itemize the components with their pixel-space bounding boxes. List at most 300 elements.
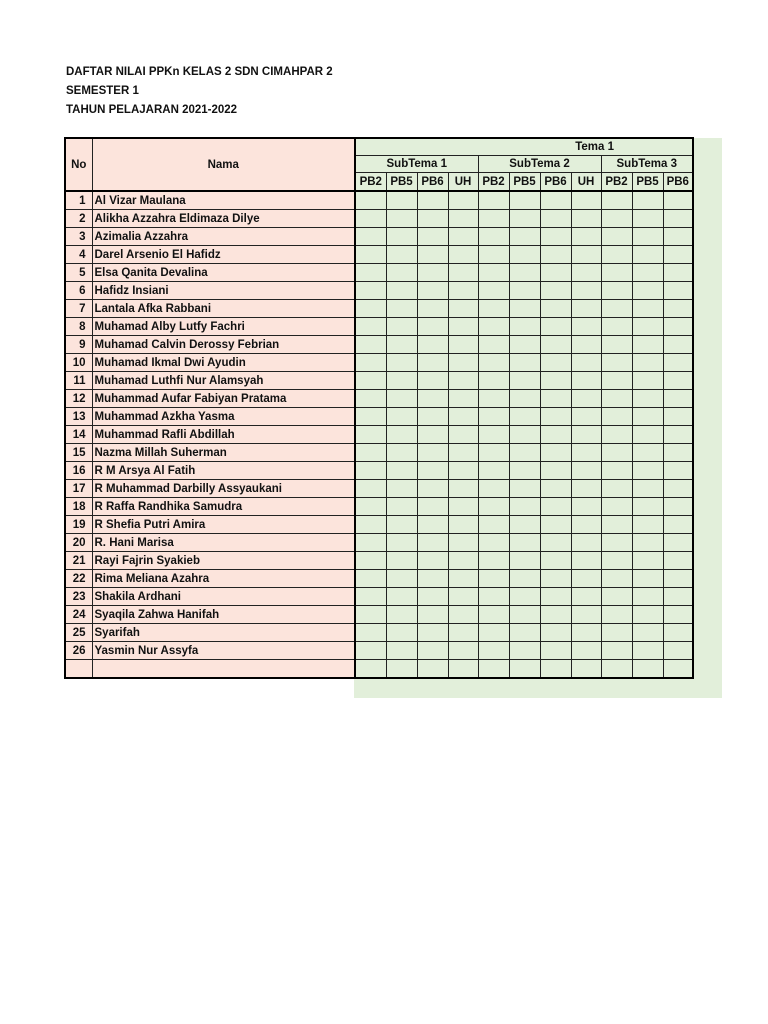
score-cell[interactable] bbox=[663, 534, 693, 552]
score-cell[interactable] bbox=[663, 516, 693, 534]
score-cell[interactable] bbox=[663, 318, 693, 336]
score-cell[interactable] bbox=[540, 516, 571, 534]
score-cell[interactable] bbox=[509, 462, 540, 480]
score-cell[interactable] bbox=[540, 570, 571, 588]
score-cell[interactable] bbox=[386, 462, 417, 480]
score-cell[interactable] bbox=[571, 516, 601, 534]
score-cell[interactable] bbox=[571, 282, 601, 300]
score-cell[interactable] bbox=[571, 660, 601, 679]
score-cell[interactable] bbox=[478, 264, 509, 282]
score-cell[interactable] bbox=[478, 462, 509, 480]
score-cell[interactable] bbox=[386, 570, 417, 588]
score-cell[interactable] bbox=[663, 444, 693, 462]
score-cell[interactable] bbox=[386, 282, 417, 300]
table-row bbox=[65, 191, 693, 210]
score-cell[interactable] bbox=[355, 408, 386, 426]
score-cell[interactable] bbox=[417, 660, 448, 679]
score-cell[interactable] bbox=[355, 498, 386, 516]
score-cell[interactable] bbox=[355, 606, 386, 624]
score-cell[interactable] bbox=[601, 642, 632, 660]
score-cell[interactable] bbox=[540, 282, 571, 300]
score-cell[interactable] bbox=[509, 534, 540, 552]
score-cell[interactable] bbox=[386, 642, 417, 660]
student-name: Muhamad Calvin Derossy Febrian bbox=[92, 336, 355, 354]
score-cell[interactable] bbox=[417, 624, 448, 642]
score-cell[interactable] bbox=[571, 228, 601, 246]
score-cell[interactable] bbox=[663, 264, 693, 282]
score-cell[interactable] bbox=[601, 426, 632, 444]
score-cell[interactable] bbox=[417, 642, 448, 660]
score-cell[interactable] bbox=[478, 534, 509, 552]
score-cell[interactable] bbox=[571, 336, 601, 354]
score-cell[interactable] bbox=[386, 246, 417, 264]
score-cell[interactable] bbox=[632, 516, 663, 534]
score-cell[interactable] bbox=[417, 480, 448, 498]
score-cell[interactable] bbox=[601, 516, 632, 534]
score-cell[interactable] bbox=[571, 606, 601, 624]
score-cell[interactable] bbox=[571, 534, 601, 552]
score-cell[interactable] bbox=[601, 624, 632, 642]
score-cell[interactable] bbox=[571, 246, 601, 264]
score-cell[interactable] bbox=[355, 570, 386, 588]
score-cell[interactable] bbox=[448, 372, 478, 390]
score-cell[interactable] bbox=[540, 606, 571, 624]
score-cell[interactable] bbox=[601, 246, 632, 264]
score-cell[interactable] bbox=[571, 552, 601, 570]
score-cell[interactable] bbox=[417, 336, 448, 354]
score-cell[interactable] bbox=[386, 516, 417, 534]
score-cell[interactable] bbox=[417, 498, 448, 516]
score-cell[interactable] bbox=[478, 390, 509, 408]
score-cell[interactable] bbox=[509, 390, 540, 408]
score-cell[interactable] bbox=[355, 534, 386, 552]
score-cell[interactable] bbox=[632, 426, 663, 444]
score-cell[interactable] bbox=[355, 210, 386, 228]
score-cell[interactable] bbox=[632, 372, 663, 390]
score-cell[interactable] bbox=[448, 498, 478, 516]
score-cell[interactable] bbox=[386, 210, 417, 228]
score-cell[interactable] bbox=[571, 480, 601, 498]
score-cell[interactable] bbox=[540, 408, 571, 426]
score-cell[interactable] bbox=[663, 228, 693, 246]
score-cell[interactable] bbox=[571, 354, 601, 372]
score-cell[interactable] bbox=[355, 444, 386, 462]
score-cell[interactable] bbox=[509, 426, 540, 444]
score-cell[interactable] bbox=[355, 282, 386, 300]
score-cell[interactable] bbox=[448, 588, 478, 606]
score-cell[interactable] bbox=[386, 588, 417, 606]
score-cell[interactable] bbox=[509, 300, 540, 318]
score-cell[interactable] bbox=[601, 228, 632, 246]
score-cell[interactable] bbox=[386, 354, 417, 372]
score-cell[interactable] bbox=[386, 336, 417, 354]
score-cell[interactable] bbox=[601, 318, 632, 336]
score-cell[interactable] bbox=[632, 264, 663, 282]
score-cell[interactable] bbox=[478, 642, 509, 660]
score-cell[interactable] bbox=[386, 408, 417, 426]
score-cell[interactable] bbox=[601, 282, 632, 300]
score-cell[interactable] bbox=[663, 390, 693, 408]
score-cell[interactable] bbox=[540, 498, 571, 516]
score-cell[interactable] bbox=[663, 300, 693, 318]
score-cell[interactable] bbox=[571, 624, 601, 642]
score-cell[interactable] bbox=[663, 336, 693, 354]
score-cell[interactable] bbox=[571, 318, 601, 336]
score-cell[interactable] bbox=[632, 354, 663, 372]
score-cell[interactable] bbox=[417, 264, 448, 282]
score-cell[interactable] bbox=[601, 336, 632, 354]
score-cell[interactable] bbox=[386, 480, 417, 498]
score-cell[interactable] bbox=[386, 606, 417, 624]
score-cell[interactable] bbox=[386, 426, 417, 444]
score-cell[interactable] bbox=[632, 318, 663, 336]
score-cell[interactable] bbox=[448, 191, 478, 210]
score-cell[interactable] bbox=[663, 282, 693, 300]
score-cell[interactable] bbox=[478, 408, 509, 426]
score-cell[interactable] bbox=[417, 462, 448, 480]
score-cell[interactable] bbox=[601, 660, 632, 679]
score-cell[interactable] bbox=[509, 318, 540, 336]
score-cell[interactable] bbox=[601, 606, 632, 624]
score-cell[interactable] bbox=[478, 426, 509, 444]
score-cell[interactable] bbox=[355, 660, 386, 679]
score-cell[interactable] bbox=[478, 228, 509, 246]
score-cell[interactable] bbox=[540, 624, 571, 642]
score-cell[interactable] bbox=[448, 660, 478, 679]
score-cell[interactable] bbox=[509, 408, 540, 426]
score-cell[interactable] bbox=[355, 552, 386, 570]
score-cell[interactable] bbox=[540, 660, 571, 679]
score-cell[interactable] bbox=[601, 480, 632, 498]
score-cell[interactable] bbox=[663, 210, 693, 228]
score-cell[interactable] bbox=[509, 210, 540, 228]
score-cell[interactable] bbox=[601, 408, 632, 426]
score-cell[interactable] bbox=[540, 444, 571, 462]
score-cell[interactable] bbox=[540, 390, 571, 408]
score-cell[interactable] bbox=[540, 228, 571, 246]
score-cell[interactable] bbox=[417, 228, 448, 246]
score-cell[interactable] bbox=[355, 462, 386, 480]
score-cell[interactable] bbox=[417, 390, 448, 408]
score-cell[interactable] bbox=[448, 462, 478, 480]
score-cell[interactable] bbox=[355, 624, 386, 642]
score-cell[interactable] bbox=[509, 606, 540, 624]
score-cell[interactable] bbox=[571, 191, 601, 210]
score-cell[interactable] bbox=[355, 264, 386, 282]
score-cell[interactable] bbox=[478, 624, 509, 642]
score-cell[interactable] bbox=[663, 642, 693, 660]
score-cell[interactable] bbox=[571, 426, 601, 444]
score-cell[interactable] bbox=[386, 390, 417, 408]
score-cell[interactable] bbox=[632, 462, 663, 480]
score-cell[interactable] bbox=[540, 426, 571, 444]
score-cell[interactable] bbox=[478, 660, 509, 679]
score-cell[interactable] bbox=[478, 606, 509, 624]
score-cell[interactable] bbox=[601, 372, 632, 390]
score-cell[interactable] bbox=[632, 336, 663, 354]
score-cell[interactable] bbox=[571, 372, 601, 390]
score-cell[interactable] bbox=[632, 498, 663, 516]
score-cell[interactable] bbox=[540, 210, 571, 228]
score-cell[interactable] bbox=[448, 570, 478, 588]
score-cell[interactable] bbox=[417, 191, 448, 210]
score-cell[interactable] bbox=[386, 660, 417, 679]
score-cell[interactable] bbox=[540, 264, 571, 282]
score-cell[interactable] bbox=[601, 534, 632, 552]
score-cell[interactable] bbox=[632, 228, 663, 246]
score-cell[interactable] bbox=[571, 444, 601, 462]
score-cell[interactable] bbox=[417, 246, 448, 264]
score-cell[interactable] bbox=[509, 264, 540, 282]
score-cell[interactable] bbox=[540, 300, 571, 318]
score-cell[interactable] bbox=[601, 462, 632, 480]
score-cell[interactable] bbox=[632, 300, 663, 318]
score-cell[interactable] bbox=[355, 372, 386, 390]
score-cell[interactable] bbox=[601, 498, 632, 516]
score-cell[interactable] bbox=[448, 480, 478, 498]
score-cell[interactable] bbox=[663, 588, 693, 606]
score-cell[interactable] bbox=[478, 246, 509, 264]
score-cell[interactable] bbox=[386, 318, 417, 336]
score-cell[interactable] bbox=[509, 282, 540, 300]
score-cell[interactable] bbox=[478, 372, 509, 390]
score-cell[interactable] bbox=[663, 660, 693, 679]
score-cell[interactable] bbox=[601, 570, 632, 588]
score-cell[interactable] bbox=[540, 246, 571, 264]
score-cell[interactable] bbox=[417, 372, 448, 390]
score-cell[interactable] bbox=[632, 606, 663, 624]
score-cell[interactable] bbox=[448, 408, 478, 426]
score-cell[interactable] bbox=[509, 498, 540, 516]
score-cell[interactable] bbox=[601, 300, 632, 318]
score-cell[interactable] bbox=[540, 588, 571, 606]
score-cell[interactable] bbox=[478, 354, 509, 372]
score-cell[interactable] bbox=[540, 480, 571, 498]
score-cell[interactable] bbox=[663, 624, 693, 642]
score-cell[interactable] bbox=[509, 444, 540, 462]
score-cell[interactable] bbox=[478, 516, 509, 534]
score-cell[interactable] bbox=[632, 480, 663, 498]
score-cell[interactable] bbox=[601, 264, 632, 282]
score-cell[interactable] bbox=[601, 588, 632, 606]
score-cell[interactable] bbox=[663, 372, 693, 390]
score-cell[interactable] bbox=[509, 642, 540, 660]
score-cell[interactable] bbox=[448, 606, 478, 624]
score-cell[interactable] bbox=[540, 318, 571, 336]
score-cell[interactable] bbox=[663, 552, 693, 570]
score-cell[interactable] bbox=[448, 534, 478, 552]
score-cell[interactable] bbox=[448, 390, 478, 408]
score-cell[interactable] bbox=[478, 570, 509, 588]
score-cell[interactable] bbox=[571, 210, 601, 228]
score-cell[interactable] bbox=[355, 480, 386, 498]
score-cell[interactable] bbox=[417, 516, 448, 534]
score-cell[interactable] bbox=[417, 282, 448, 300]
score-cell[interactable] bbox=[448, 336, 478, 354]
score-cell[interactable] bbox=[509, 246, 540, 264]
score-cell[interactable] bbox=[355, 426, 386, 444]
score-cell[interactable] bbox=[448, 210, 478, 228]
score-cell[interactable] bbox=[386, 372, 417, 390]
score-cell[interactable] bbox=[509, 588, 540, 606]
score-cell[interactable] bbox=[632, 191, 663, 210]
score-cell[interactable] bbox=[355, 516, 386, 534]
score-cell[interactable] bbox=[540, 191, 571, 210]
score-cell[interactable] bbox=[509, 480, 540, 498]
score-cell[interactable] bbox=[632, 588, 663, 606]
score-cell[interactable] bbox=[478, 480, 509, 498]
score-cell[interactable] bbox=[448, 444, 478, 462]
score-cell[interactable] bbox=[601, 552, 632, 570]
score-cell[interactable] bbox=[571, 462, 601, 480]
score-cell[interactable] bbox=[448, 282, 478, 300]
score-cell[interactable] bbox=[386, 624, 417, 642]
score-cell[interactable] bbox=[632, 246, 663, 264]
score-cell[interactable] bbox=[540, 552, 571, 570]
score-cell[interactable] bbox=[632, 534, 663, 552]
score-cell[interactable] bbox=[417, 210, 448, 228]
score-cell[interactable] bbox=[540, 462, 571, 480]
score-cell[interactable] bbox=[355, 191, 386, 210]
score-cell[interactable] bbox=[632, 624, 663, 642]
score-cell[interactable] bbox=[509, 191, 540, 210]
score-cell[interactable] bbox=[417, 588, 448, 606]
score-cell[interactable] bbox=[601, 191, 632, 210]
score-cell[interactable] bbox=[632, 642, 663, 660]
score-cell[interactable] bbox=[448, 642, 478, 660]
score-cell[interactable] bbox=[632, 570, 663, 588]
score-cell[interactable] bbox=[663, 606, 693, 624]
score-cell[interactable] bbox=[571, 390, 601, 408]
score-cell[interactable] bbox=[355, 588, 386, 606]
score-cell[interactable] bbox=[417, 318, 448, 336]
score-cell[interactable] bbox=[632, 660, 663, 679]
score-cell[interactable] bbox=[386, 444, 417, 462]
score-cell[interactable] bbox=[448, 318, 478, 336]
score-cell[interactable] bbox=[509, 624, 540, 642]
score-cell[interactable] bbox=[355, 300, 386, 318]
score-cell[interactable] bbox=[417, 408, 448, 426]
score-cell[interactable] bbox=[355, 642, 386, 660]
score-cell[interactable] bbox=[355, 390, 386, 408]
student-number: 20 bbox=[65, 534, 92, 552]
score-cell[interactable] bbox=[478, 282, 509, 300]
score-cell[interactable] bbox=[571, 264, 601, 282]
score-cell[interactable] bbox=[448, 516, 478, 534]
score-cell[interactable] bbox=[540, 372, 571, 390]
score-cell[interactable] bbox=[663, 426, 693, 444]
score-cell[interactable] bbox=[663, 191, 693, 210]
score-cell[interactable] bbox=[448, 246, 478, 264]
score-cell[interactable] bbox=[478, 318, 509, 336]
score-cell[interactable] bbox=[571, 300, 601, 318]
score-cell[interactable] bbox=[571, 642, 601, 660]
score-cell[interactable] bbox=[448, 300, 478, 318]
score-cell[interactable] bbox=[663, 498, 693, 516]
score-cell[interactable] bbox=[417, 354, 448, 372]
score-cell[interactable] bbox=[417, 570, 448, 588]
score-cell[interactable] bbox=[478, 552, 509, 570]
score-cell[interactable] bbox=[601, 354, 632, 372]
score-cell[interactable] bbox=[632, 390, 663, 408]
score-cell[interactable] bbox=[663, 462, 693, 480]
score-cell[interactable] bbox=[448, 624, 478, 642]
score-cell[interactable] bbox=[632, 210, 663, 228]
score-cell[interactable] bbox=[571, 588, 601, 606]
score-cell[interactable] bbox=[448, 426, 478, 444]
score-cell[interactable] bbox=[663, 246, 693, 264]
score-cell[interactable] bbox=[632, 552, 663, 570]
score-cell[interactable] bbox=[448, 552, 478, 570]
score-cell[interactable] bbox=[571, 570, 601, 588]
score-cell[interactable] bbox=[386, 300, 417, 318]
score-cell[interactable] bbox=[478, 444, 509, 462]
score-cell[interactable] bbox=[509, 570, 540, 588]
score-cell[interactable] bbox=[632, 408, 663, 426]
score-cell[interactable] bbox=[540, 642, 571, 660]
score-cell[interactable] bbox=[355, 228, 386, 246]
score-cell[interactable] bbox=[571, 498, 601, 516]
score-cell[interactable] bbox=[509, 372, 540, 390]
score-cell[interactable] bbox=[478, 210, 509, 228]
score-cell[interactable] bbox=[355, 336, 386, 354]
score-cell[interactable] bbox=[478, 336, 509, 354]
score-cell[interactable] bbox=[571, 408, 601, 426]
score-cell[interactable] bbox=[386, 534, 417, 552]
score-cell[interactable] bbox=[478, 498, 509, 516]
score-cell[interactable] bbox=[417, 300, 448, 318]
score-cell[interactable] bbox=[540, 336, 571, 354]
score-cell[interactable] bbox=[601, 390, 632, 408]
score-cell[interactable] bbox=[417, 552, 448, 570]
score-cell[interactable] bbox=[417, 606, 448, 624]
score-cell[interactable] bbox=[601, 210, 632, 228]
score-cell[interactable] bbox=[509, 354, 540, 372]
score-cell[interactable] bbox=[386, 498, 417, 516]
score-cell[interactable] bbox=[448, 354, 478, 372]
score-cell[interactable] bbox=[417, 426, 448, 444]
score-cell[interactable] bbox=[448, 228, 478, 246]
score-cell[interactable] bbox=[540, 534, 571, 552]
score-cell[interactable] bbox=[478, 191, 509, 210]
score-cell[interactable] bbox=[417, 444, 448, 462]
score-cell[interactable] bbox=[386, 191, 417, 210]
score-cell[interactable] bbox=[509, 228, 540, 246]
score-cell[interactable] bbox=[601, 444, 632, 462]
score-cell[interactable] bbox=[417, 534, 448, 552]
score-cell[interactable] bbox=[509, 336, 540, 354]
score-cell[interactable] bbox=[632, 444, 663, 462]
score-cell[interactable] bbox=[386, 264, 417, 282]
score-cell[interactable] bbox=[386, 228, 417, 246]
score-cell[interactable] bbox=[663, 354, 693, 372]
score-cell[interactable] bbox=[509, 552, 540, 570]
score-cell[interactable] bbox=[540, 354, 571, 372]
score-cell[interactable] bbox=[509, 660, 540, 679]
score-cell[interactable] bbox=[663, 408, 693, 426]
score-cell[interactable] bbox=[509, 516, 540, 534]
score-cell[interactable] bbox=[632, 282, 663, 300]
score-cell[interactable] bbox=[355, 354, 386, 372]
score-cell[interactable] bbox=[355, 318, 386, 336]
score-cell[interactable] bbox=[355, 246, 386, 264]
score-cell[interactable] bbox=[663, 570, 693, 588]
score-cell[interactable] bbox=[448, 264, 478, 282]
score-cell[interactable] bbox=[478, 300, 509, 318]
score-cell[interactable] bbox=[386, 552, 417, 570]
score-cell[interactable] bbox=[478, 588, 509, 606]
score-cell[interactable] bbox=[663, 480, 693, 498]
